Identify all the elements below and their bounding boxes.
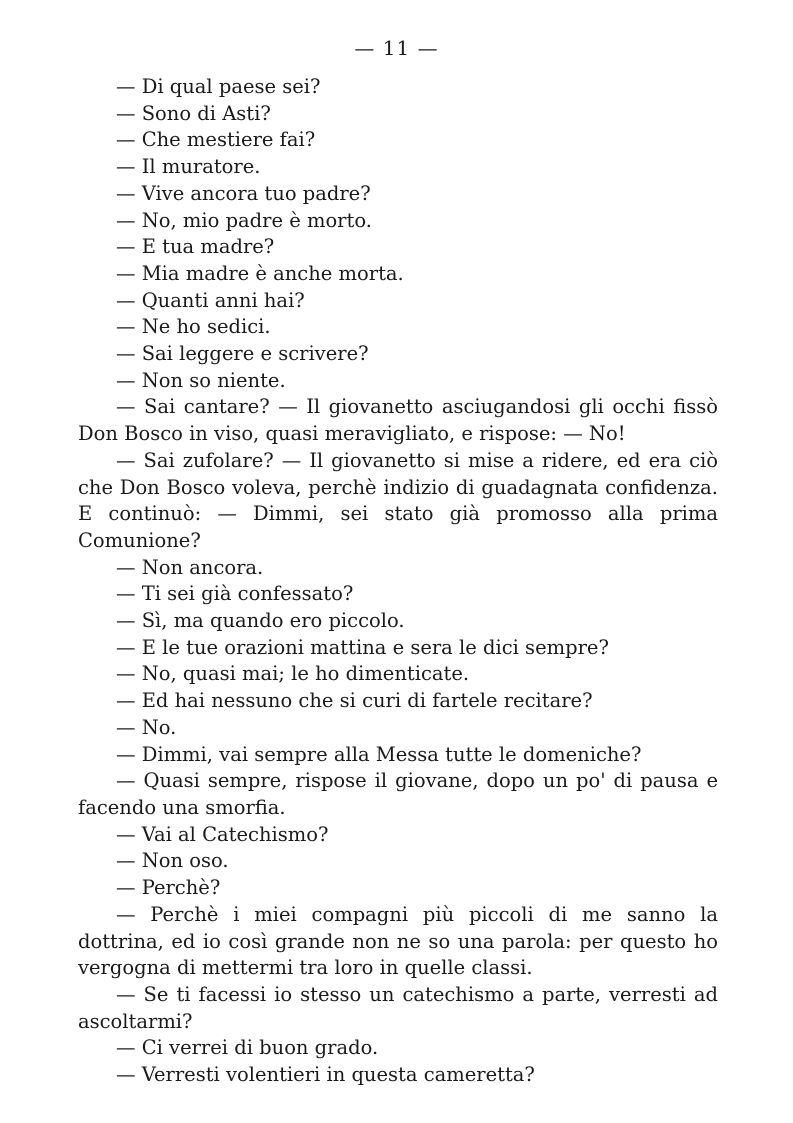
dialogue-line: — No, quasi mai; le ho dimenticate. (116, 662, 470, 686)
dialogue-line: — Perchè? (116, 876, 221, 900)
dialogue-line: — E tua madre? (116, 235, 275, 259)
dialogue-line: — Mia madre è anche morta. (116, 261, 404, 285)
dialogue-line: — Sì, ma quando ero piccolo. (116, 609, 405, 633)
dialogue-line: — Sai leggere e scrivere? (116, 342, 369, 366)
dialogue-line: — Che mestiere fai? (116, 128, 316, 152)
dialogue-line: — No. (116, 715, 177, 739)
dialogue-line: — No, mio padre è morto. (116, 208, 372, 232)
dialogue-line: — Dimmi, vai sempre alla Messa tutte le domeniche? (116, 742, 642, 766)
dialogue-line: — Vive ancora tuo padre? (116, 181, 371, 205)
dialogue-line: — E le tue orazioni mattina e sera le dici sempre? (116, 635, 609, 659)
dialogue-line: — Sono di Asti? (116, 101, 271, 125)
dialogue-line: — Verresti volentieri in questa cameretta? (116, 1063, 535, 1087)
dialogue-paragraph: — Quasi sempre, rispose il giovane, dopo un po' di pausa e facendo una smorfia. (78, 769, 718, 819)
dialogue-line: — Ci verrei di buon grado. (116, 1036, 379, 1060)
dialogue-line: — Quanti anni hai? (116, 288, 305, 312)
dialogue-line: — Non ancora. (116, 555, 264, 579)
dialogue-line: — Non oso. (116, 849, 229, 873)
dialogue-paragraph: — Sai zufolare? — Il giovanetto si mise a ridere, ed era ciò che Don Bosco voleva, perchè indizio di guadagnata confidenza. E continuò: — Dimmi, sei stato già promosso alla prima Comunione? (78, 448, 718, 552)
dialogue-line: — Il muratore. (116, 155, 261, 179)
dialogue-paragraph: — Se ti facessi io stesso un catechismo a parte, verresti ad ascoltarmi? (78, 982, 718, 1033)
dialogue-line: — Vai al Catechismo? (116, 822, 329, 846)
dialogue-paragraph: — Perchè i miei compagni più piccoli di me sanno la dottrina, ed io così grande non ne so una parola: per questo ho vergogna di mettermi tra loro in quelle classi. (78, 902, 718, 980)
dialogue-line: — Ne ho sedici. (116, 315, 271, 339)
dialogue-line: — Di qual paese sei? (116, 75, 321, 98)
dialogue-line: — Ed hai nessuno che si curi di fartele recitare? (116, 689, 593, 713)
dialogue-line: — Non so niente. (116, 368, 286, 392)
dialogue-paragraph: — Sai cantare? — Il giovanetto asciugandosi gli occhi fissò Don Bosco in viso, quasi meravigliato, e rispose: — No! (78, 395, 718, 446)
page-number: — 11 — (354, 36, 439, 60)
dialogue-line: — Ti sei già confessato? (116, 582, 354, 606)
dialogue-text (78, 74, 718, 1089)
